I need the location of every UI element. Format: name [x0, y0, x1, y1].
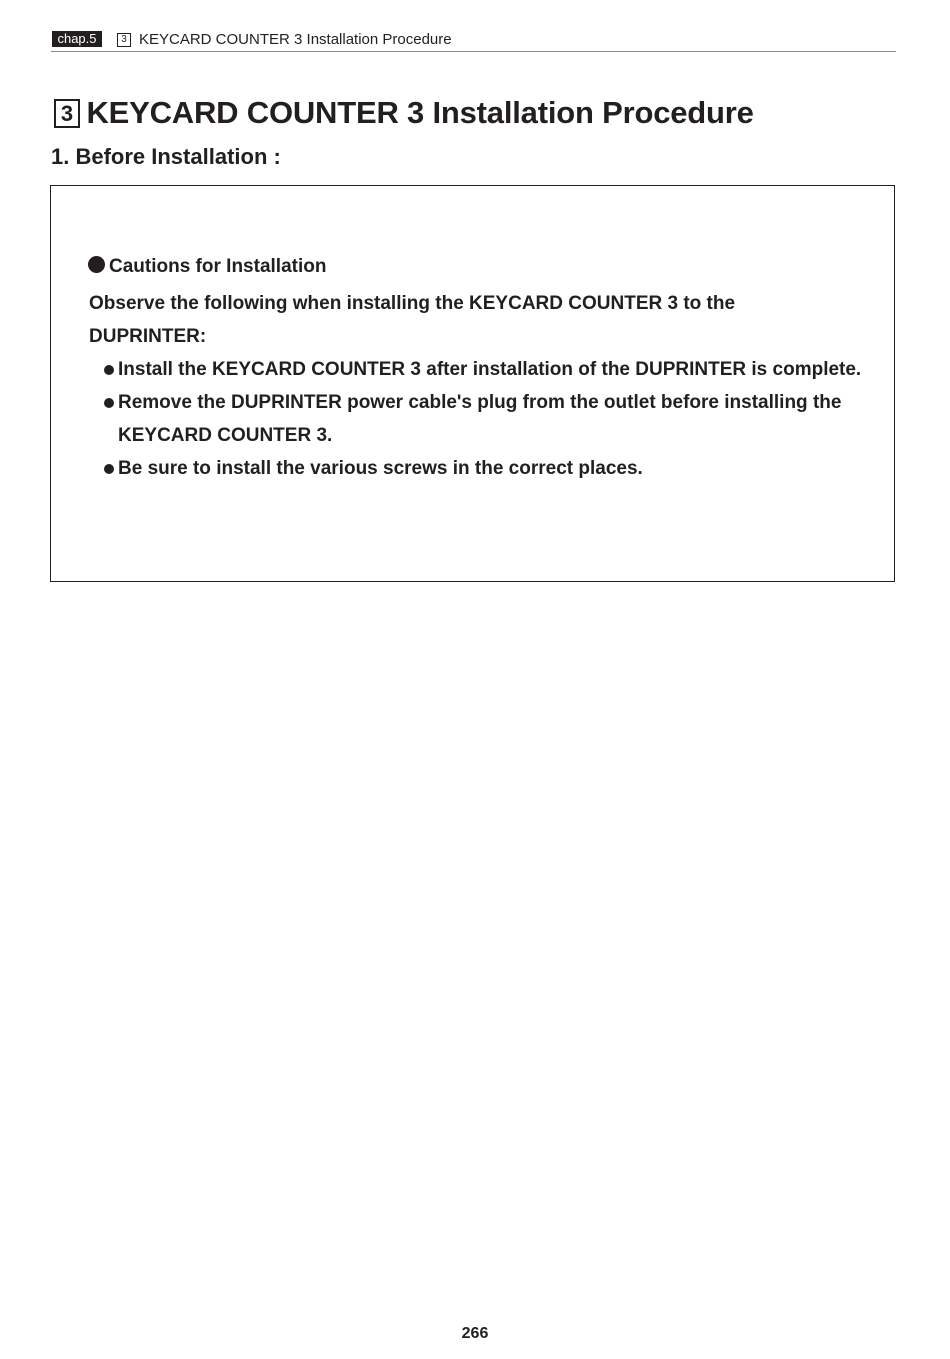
- page-number: 266: [461, 1325, 489, 1342]
- cautions-box: [50, 185, 895, 582]
- page-title-text: KEYCARD COUNTER 3 Installation Procedure: [86, 95, 754, 130]
- cautions-intro: Observe the following when installing the KEYCARD COUNTER 3 to the DUPRINTER:: [89, 293, 736, 347]
- cautions-heading: [88, 254, 326, 280]
- title-section-number-box: 3: [54, 99, 80, 128]
- header-title: KEYCARD COUNTER 3 Installation Procedure: [139, 31, 452, 48]
- list-item-text: Remove the DUPRINTER power cable's plug from the outlet before installing the KEYCARD COUNTER 3.: [118, 392, 842, 446]
- filled-circle-bullet-icon: [88, 256, 105, 273]
- section-title: 1. Before Installation :: [51, 144, 281, 169]
- list-item: [102, 386, 862, 452]
- cautions-heading-text: Cautions for Installation: [109, 256, 327, 277]
- list-item: [102, 452, 862, 485]
- bullet-dot-icon: [104, 398, 114, 408]
- page-title: [54, 95, 754, 131]
- bullet-dot-icon: [104, 365, 114, 375]
- list-item-text: Install the KEYCARD COUNTER 3 after installation of the DUPRINTER is complete.: [118, 359, 862, 380]
- list-item-text: Be sure to install the various screws in the correct places.: [118, 458, 643, 479]
- cautions-list: [102, 353, 862, 485]
- list-item: [102, 353, 862, 386]
- header-section-number-box: 3: [117, 33, 131, 47]
- chapter-badge: chap.5: [52, 31, 102, 47]
- running-header: [51, 30, 896, 52]
- bullet-dot-icon: [104, 464, 114, 474]
